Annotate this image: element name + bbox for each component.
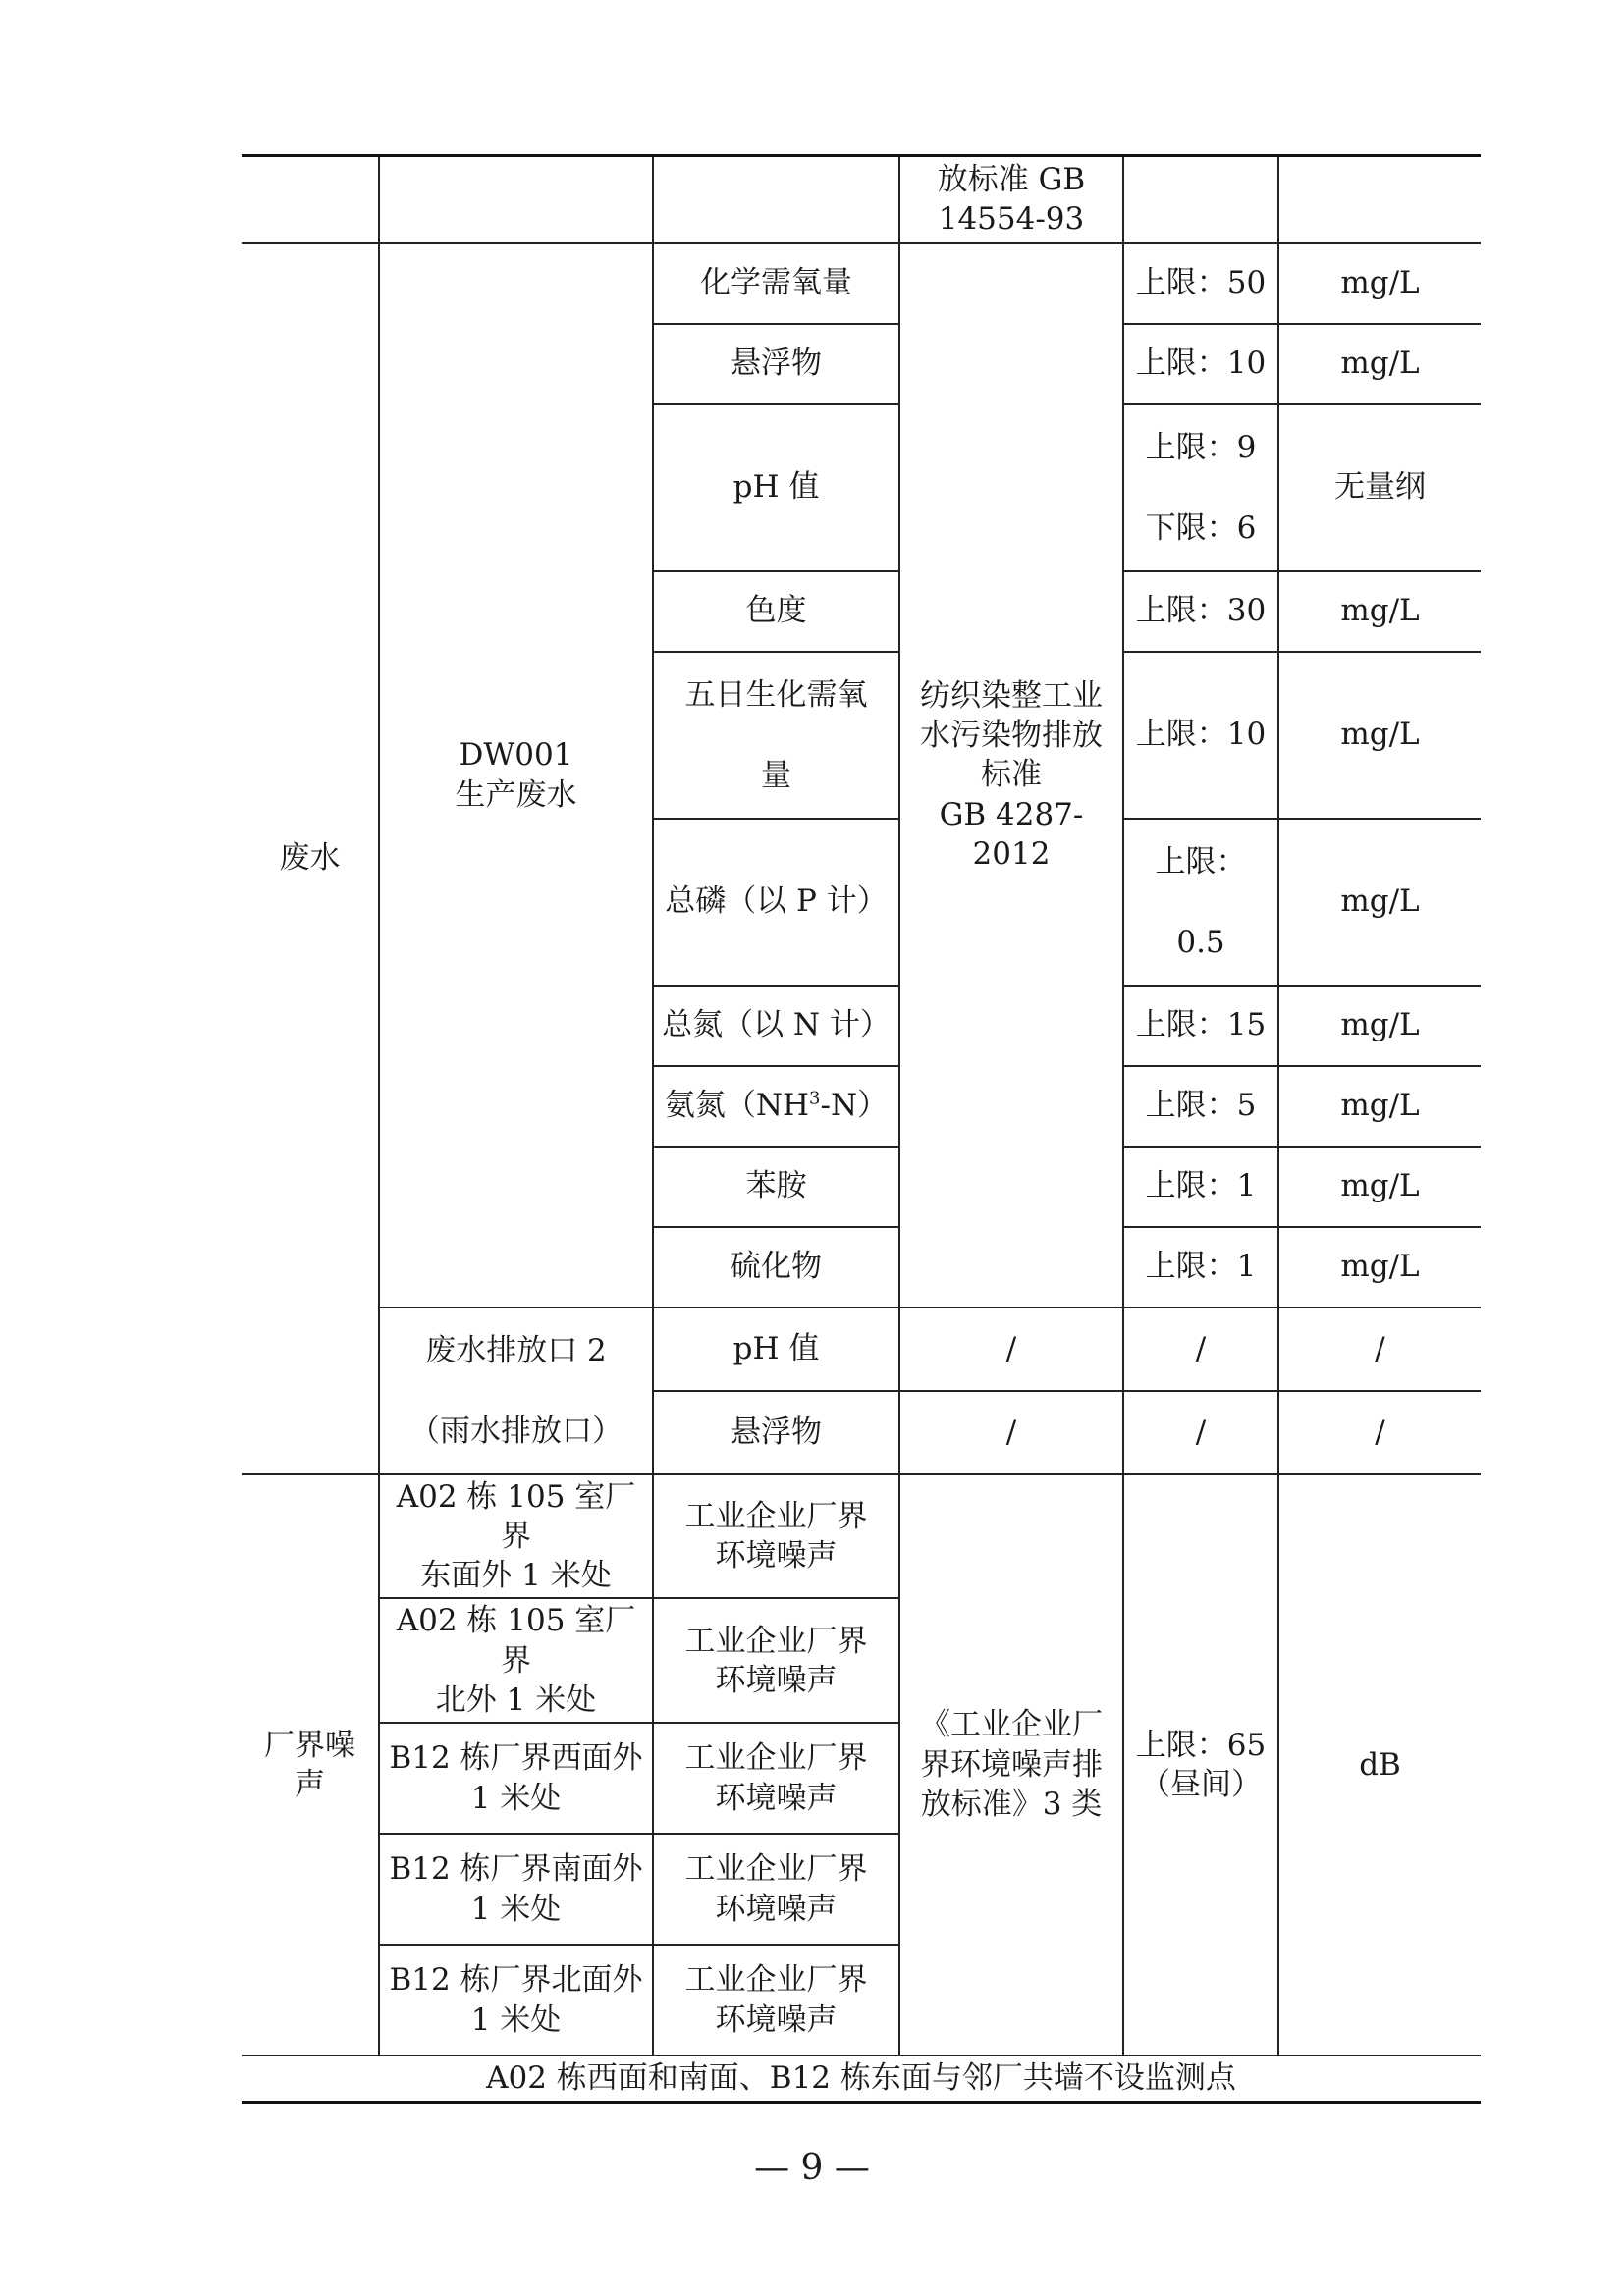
- item-cell: 总氮（以 N 计）: [653, 986, 899, 1066]
- item-line: 工业企业厂界: [684, 1740, 868, 1777]
- table-row: [242, 156, 1481, 243]
- limit-line: 上限：: [1155, 843, 1247, 880]
- limit-cell: /: [1123, 1308, 1278, 1391]
- standard-cell: /: [899, 1391, 1123, 1474]
- standard-line: 纺织染整工业: [920, 677, 1103, 714]
- standard-line: 标准: [981, 757, 1042, 793]
- limit-cell: [1123, 1474, 1278, 2056]
- item-cell: [653, 1945, 899, 2056]
- location-line: A02 栋 105 室厂界: [396, 1478, 636, 1554]
- limit-cell: 上限：1: [1123, 1227, 1278, 1308]
- limit-cell: [1123, 404, 1278, 571]
- item-cell: 色度: [653, 571, 899, 652]
- item-cell: [653, 1834, 899, 1945]
- standard-cell: [899, 1474, 1123, 2056]
- location-line: 1 米处: [470, 1891, 562, 1927]
- item-superscript: 3: [809, 1089, 821, 1110]
- outlet-name: 生产废水: [455, 776, 577, 813]
- outlet-name: （雨水排放口）: [409, 1413, 623, 1449]
- limit-cell: 上限：30: [1123, 571, 1278, 652]
- unit-cell: mg/L: [1278, 1147, 1481, 1227]
- limit-line: （昼间）: [1140, 1766, 1262, 1802]
- unit-cell: mg/L: [1278, 324, 1481, 404]
- limit-cell: 上限：50: [1123, 243, 1278, 324]
- item-cell: [653, 1066, 899, 1147]
- outlet-code: DW001: [459, 737, 573, 774]
- unit-cell: 无量纲: [1278, 404, 1481, 571]
- limit-cell: 上限：10: [1123, 324, 1278, 404]
- item-cell: [653, 652, 899, 819]
- item-cell: pH 值: [653, 1308, 899, 1391]
- item-cell: 苯胺: [653, 1147, 899, 1227]
- item-line: 工业企业厂界: [684, 1498, 868, 1534]
- unit-cell: mg/L: [1278, 986, 1481, 1066]
- item-cell: 总磷（以 P 计）: [653, 819, 899, 986]
- page-number: — 9 —: [754, 2148, 870, 2188]
- category-cell: [242, 1474, 379, 2056]
- item-cell: 化学需氧量: [653, 243, 899, 324]
- location-cell: [379, 1474, 653, 1599]
- location-cell: [379, 1834, 653, 1945]
- location-line: B12 栋厂界西面外: [389, 1740, 643, 1777]
- standard-line: 放标准》3 类: [920, 1787, 1103, 1823]
- table-row: [242, 1474, 1481, 1599]
- category-line: 厂界噪: [264, 1727, 355, 1763]
- item-cell: 悬浮物: [653, 324, 899, 404]
- location-cell: [379, 1945, 653, 2056]
- limit-cell: 上限：1: [1123, 1147, 1278, 1227]
- item-text: 氨氮（NH: [664, 1088, 810, 1124]
- standard-cell: 放标准 GB 14554-93: [899, 156, 1123, 243]
- location-line: B12 栋厂界南面外: [389, 1851, 643, 1888]
- item-cell: 硫化物: [653, 1227, 899, 1308]
- monitoring-table: [242, 154, 1481, 2104]
- outlet-cell: [379, 243, 653, 1308]
- standard-line: 水污染物排放: [920, 718, 1103, 754]
- location-line: 1 米处: [470, 1780, 562, 1816]
- table-cell: [1123, 156, 1278, 243]
- item-line: 工业企业厂界: [684, 1851, 868, 1888]
- location-line: B12 栋厂界北面外: [389, 1962, 643, 1999]
- standard-line: 《工业企业厂: [920, 1707, 1103, 1743]
- unit-cell: /: [1278, 1391, 1481, 1474]
- table-row: [242, 1308, 1481, 1391]
- limit-cell: 上限：5: [1123, 1066, 1278, 1147]
- limit-upper: 上限：9: [1145, 429, 1257, 465]
- unit-cell: mg/L: [1278, 1066, 1481, 1147]
- limit-cell: 上限：10: [1123, 652, 1278, 819]
- table-cell: [1278, 156, 1481, 243]
- table-row: [242, 243, 1481, 324]
- standard-cell: [899, 243, 1123, 1308]
- item-cell: [653, 1598, 899, 1723]
- unit-cell: dB: [1278, 1474, 1481, 2056]
- table-cell: [379, 156, 653, 243]
- limit-cell: 上限：15: [1123, 986, 1278, 1066]
- category-line: 声: [295, 1766, 325, 1802]
- limit-line: 0.5: [1176, 924, 1225, 960]
- item-line: 量: [761, 757, 791, 793]
- location-cell: [379, 1598, 653, 1723]
- limit-lower: 下限：6: [1145, 509, 1257, 546]
- item-line: 环境噪声: [715, 2002, 838, 2038]
- unit-cell: mg/L: [1278, 652, 1481, 819]
- table-cell: [653, 156, 899, 243]
- unit-cell: mg/L: [1278, 571, 1481, 652]
- note-cell: A02 栋西面和南面、B12 栋东面与邻厂共墙不设监测点: [242, 2056, 1481, 2102]
- limit-cell: [1123, 819, 1278, 986]
- item-line: 环境噪声: [715, 1780, 838, 1816]
- item-line: 环境噪声: [715, 1537, 838, 1574]
- table-cell: [242, 156, 379, 243]
- unit-cell: mg/L: [1278, 1227, 1481, 1308]
- item-line: 工业企业厂界: [684, 1623, 868, 1659]
- location-line: A02 栋 105 室厂界: [396, 1603, 636, 1679]
- category-cell: 废水: [242, 243, 379, 1474]
- item-cell: [653, 1723, 899, 1834]
- location-cell: [379, 1723, 653, 1834]
- item-line: 环境噪声: [715, 1891, 838, 1927]
- item-cell: pH 值: [653, 404, 899, 571]
- item-text: -N）: [820, 1088, 889, 1124]
- standard-cell: /: [899, 1308, 1123, 1391]
- location-line: 东面外 1 米处: [420, 1558, 612, 1594]
- standard-line: 界环境噪声排: [920, 1746, 1103, 1783]
- location-line: 1 米处: [470, 2002, 562, 2038]
- outlet-name: 废水排放口 2: [425, 1332, 607, 1368]
- item-cell: [653, 1474, 899, 1599]
- item-line: 工业企业厂界: [684, 1962, 868, 1999]
- item-line: 环境噪声: [715, 1662, 838, 1698]
- item-cell: 悬浮物: [653, 1391, 899, 1474]
- location-line: 北外 1 米处: [435, 1682, 597, 1718]
- outlet-cell: [379, 1308, 653, 1474]
- item-line: 五日生化需氧: [684, 676, 868, 713]
- unit-cell: mg/L: [1278, 819, 1481, 986]
- standard-line: GB 4287-2012: [939, 796, 1084, 872]
- unit-cell: mg/L: [1278, 243, 1481, 324]
- unit-cell: /: [1278, 1308, 1481, 1391]
- table-row: [242, 2056, 1481, 2102]
- limit-line: 上限：65: [1135, 1727, 1267, 1763]
- limit-cell: /: [1123, 1391, 1278, 1474]
